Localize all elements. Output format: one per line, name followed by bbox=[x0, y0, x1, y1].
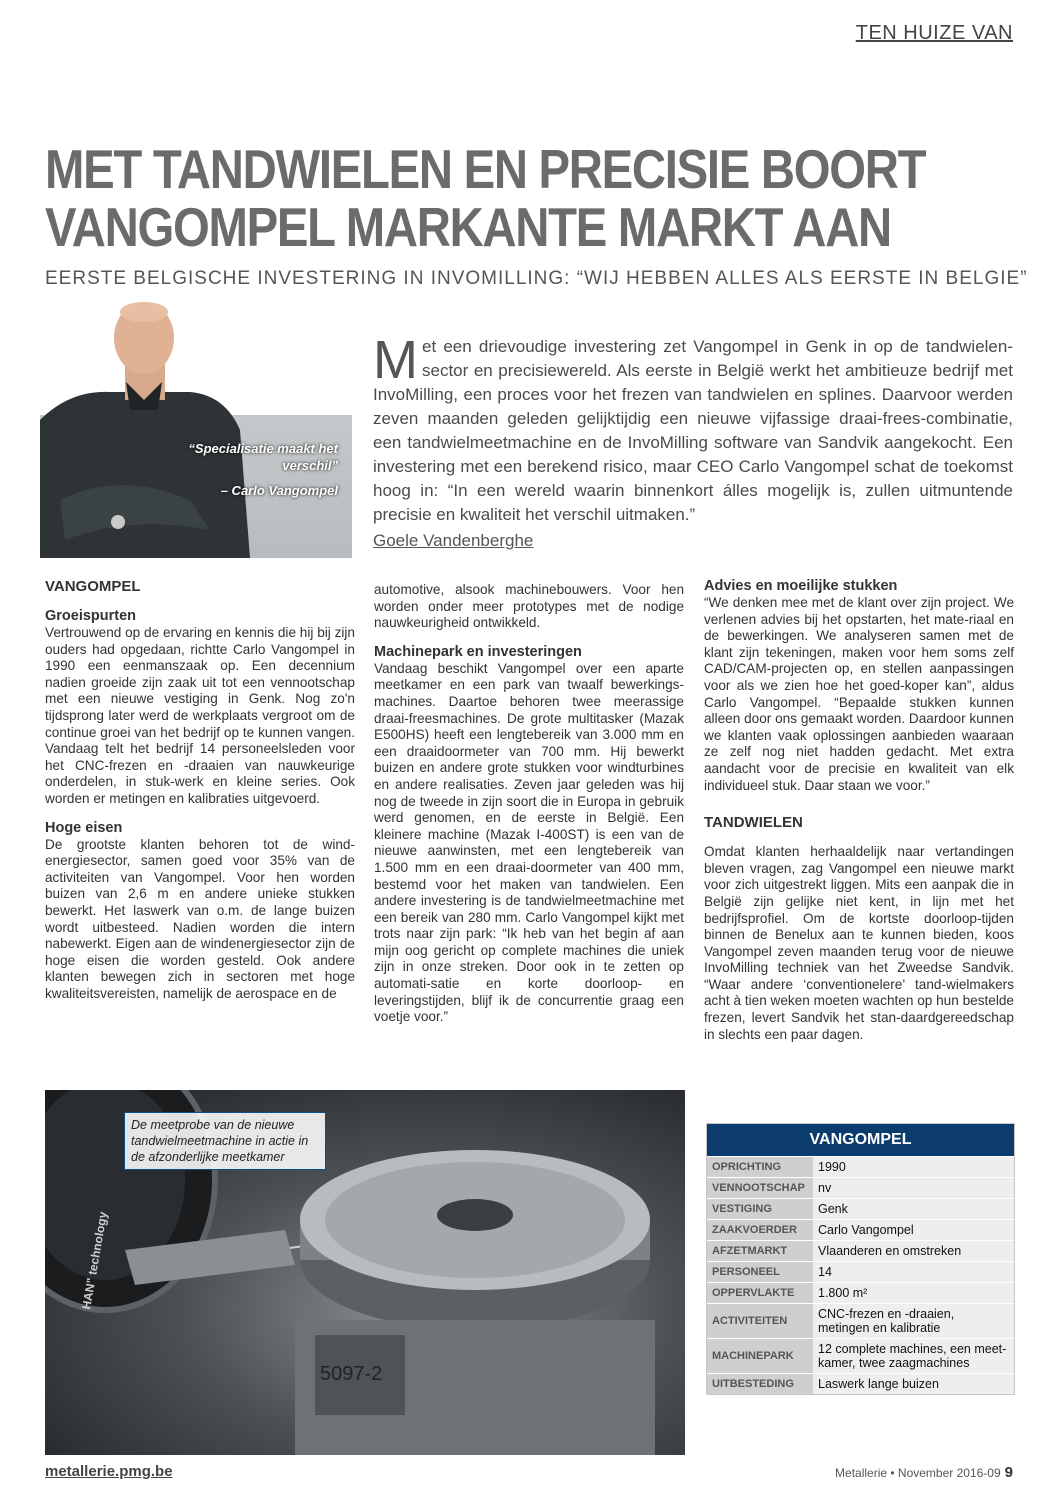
factsheet-label: UITBESTEDING bbox=[707, 1374, 813, 1395]
subheading: Groeispurten bbox=[45, 608, 137, 624]
factsheet-label: OPPERVLAKTE bbox=[707, 1283, 813, 1304]
article-subtitle: EERSTE BELGISCHE INVESTERING IN INVOMILLING: “WIJ HEBBEN ALLES ALS EERSTE IN BELGIE” bbox=[45, 268, 1028, 289]
factsheet-label: ZAAKVOERDER bbox=[707, 1220, 813, 1241]
body-paragraph: De grootste klanten behoren tot de wind-energiesector, samen goed voor 35% van de activiteiten van Vangompel. Voor hen worden buizen van 2,6 m en andere unieke stukken bewerkt. Het laswerk van o.m. de lange buizen wordt uitbesteed. Nadien worden die intern nabewerkt. Eigen aan de windenergiesector zijn de hoge eisen die worden gesteld. Ook andere klanten bewegen zich in sectoren met hoge kwaliteitsvereisten, namelijk de aerospace en de bbox=[45, 836, 355, 1001]
company-factsheet bbox=[706, 1123, 1015, 1395]
factsheet-label: ACTIVITEITEN bbox=[707, 1304, 813, 1339]
factsheet-value: CNC-frezen en -draaien, metingen en kalibratie bbox=[813, 1304, 1014, 1339]
body-paragraph: “We denken mee met de klant over zijn project. We verlenen advies bij het opstarten, het mate-riaal en de bewerkingen. We analyseren samen met de klant zijn tekeningen, maken voor hem soms zelf CAD/CAM-projecten op, en stellen aanpassingen voor als we zien hoe het goed-koper kan”, aldus Carlo Vangompel. “Bepaalde stukken kunnen alleen door ons gemaakt worden. Daardoor kunnen we klanten vaak oplossingen aanbieden waaraan ze zelf nog niet hadden gedacht. Met extra aandacht voor de precisie en kwaliteit van elk individueel stuk. Daar staan we voor.” bbox=[704, 595, 1014, 793]
body-paragraph: Omdat klanten herhaaldelijk naar vertandingen bleven vragen, zag Vangompel een nieuwe markt voor zich uitgestrekt liggen. Mits een aanpak die in België zijn gelijke niet kent, in lijn met het bedrijfsprofiel. Om de kortste doorloop-tijden binnen de Benelux aan te kunnen bieden, koos Vangompel zeven maanden terug voor de nieuwe InvoMilling techniek van het Zweedse Sandvik. “Waar andere ‘conventionelere’ tand-wielmakers acht à tien weken moeten wachten op hun bestelde frezen, levert Sandvik het stan-daardgereedschap in slechts een paar dagen. bbox=[704, 844, 1014, 1042]
intro-text: et een drievoudige investering zet Vangompel in Genk in op de tandwielen-sector en precisiewereld. Als eerste in België werkt het ambitieuze bedrijf met InvoMilling, een proces voor het frezen van tandwielen en splines. Daarvoor werden zeven maanden geleden gelijktijdig een nieuwe vijfassige draai-frees-combinatie, een tandwielmeetmachine en de InvoMilling software van Sandvik aangekocht. Een investering met een berekend risico, maar CEO Carlo Vangompel schat de toekomst hoog in: “In een wereld waarin binnenkort álles mogelijk is, zullen uitmuntende precisie en kwaliteit het verschil uitmaken.” bbox=[373, 337, 1013, 524]
factsheet-row bbox=[707, 1178, 1014, 1199]
factsheet-row bbox=[707, 1157, 1014, 1178]
section-label: TEN HUIZE VAN bbox=[855, 22, 1013, 44]
body-column-2 bbox=[374, 582, 684, 1026]
factsheet-row bbox=[707, 1241, 1014, 1262]
article-title bbox=[45, 138, 926, 258]
factsheet-value: nv bbox=[813, 1178, 1014, 1199]
factsheet-value: 1990 bbox=[813, 1157, 1014, 1178]
part-marking: 5097-2 bbox=[320, 1363, 383, 1385]
footer-issue bbox=[835, 1464, 1013, 1481]
factsheet-label: VESTIGING bbox=[707, 1199, 813, 1220]
body-paragraph: Vertrouwend op de ervaring en kennis die hij bij zijn ouders had opgedaan, richtte Carlo Vangompel in 1990 een eenmanszaak op. Een decennium nadien groeide zijn zaak uit tot een vennootschap met een nieuwe vestiging in Genk. Nog zo'n tijdsprong later werd de werkplaats vergroot om de continue groei van het bedrijf op te kunnen vangen. Vandaag telt het bedrijf 14 personeelsleden voor het CNC-frezen en -draaien van nauwkeurige onderdelen, in stuk-werk en kleine series. Ook worden er metingen en kalibraties uitgevoerd. bbox=[45, 625, 355, 806]
author-byline: Goele Vandenberghe bbox=[373, 531, 534, 550]
subheading: Advies en moeilijke stukken bbox=[704, 578, 898, 594]
pull-quote bbox=[188, 440, 338, 499]
factsheet-value: Genk bbox=[813, 1199, 1014, 1220]
factsheet-label: AFZETMARKT bbox=[707, 1241, 813, 1262]
body-column-3 bbox=[704, 578, 1014, 1043]
factsheet-row bbox=[707, 1339, 1014, 1374]
issue-label: Metallerie • November 2016-09 bbox=[835, 1466, 1001, 1480]
section-heading: VANGOMPEL bbox=[45, 578, 141, 595]
subheading: Machinepark en investeringen bbox=[374, 643, 582, 660]
photo-caption: De meetprobe van de nieuwe tandwielmeetmachine in actie in de afzonderlijke meetkamer bbox=[124, 1112, 326, 1170]
portrait-photo bbox=[40, 300, 352, 558]
factsheet-label: MACHINEPARK bbox=[707, 1339, 813, 1374]
title-line-2: VANGOMPEL MARKANTE MARKT AAN bbox=[45, 196, 891, 258]
factsheet-label: OPRICHTING bbox=[707, 1157, 813, 1178]
section-heading: TANDWIELEN bbox=[704, 814, 803, 832]
body-column-1 bbox=[45, 578, 355, 1002]
factsheet-table bbox=[707, 1156, 1014, 1394]
intro-paragraph bbox=[373, 330, 1013, 527]
probe-label: HAN" technology bbox=[79, 1210, 111, 1311]
subheading: Hoge eisen bbox=[45, 819, 123, 836]
factsheet-value: 14 bbox=[813, 1262, 1014, 1283]
body-paragraph: automotive, alsook machinebouwers. Voor hen worden onder meer prototypes met de nodige nauwkeurigheid ontwikkeld. bbox=[374, 582, 684, 631]
factsheet-label: VENNOOTSCHAP bbox=[707, 1178, 813, 1199]
pull-quote-author: – Carlo Vangompel bbox=[220, 483, 338, 498]
factsheet-row bbox=[707, 1374, 1014, 1395]
factsheet-row bbox=[707, 1199, 1014, 1220]
footer-website-link[interactable]: metallerie.pmg.be bbox=[45, 1463, 173, 1480]
factsheet-value: 1.800 m² bbox=[813, 1283, 1014, 1304]
factsheet-row bbox=[707, 1262, 1014, 1283]
pull-quote-text: “Specialisatie maakt het verschil” bbox=[188, 441, 338, 473]
drop-cap: M bbox=[373, 330, 418, 390]
portrait-illustration bbox=[40, 300, 352, 558]
body-paragraph: Vandaag beschikt Vangompel over een aparte meetkamer en een park van twaalf bewerkings-machines. Daartoe behoren twee meerassige draai-freesmachines. De grote multitasker (Mazak E500HS) heeft een lengtebereik van 3.000 mm en een draaidoormeter van 700 mm. Hij bewerkt buizen en andere grote stukken voor windturbines en andere realisaties. Zeven jaar geleden was hij nog de tweede in zijn soort die in Europa in gebruik werd genomen, en de eerste in België. Een kleinere machine (Mazak I-400ST) is een van de nieuwe aanwinsten, met een lengtebereik van 1.500 mm en een draai-doormeter van 400 mm, bestemd voor het maken van tandwielen. Een andere investering is de tandwielmeetmachine met een bereik van 280 mm. Carlo Vangompel kijkt met trots naar zijn park: “Ik heb van het begin af aan mijn oog gericht op complete machines die uniek zijn in onze streken. Door ook in te zetten op automati-satie en korte doorloop- en leveringstijden, blijf ik de concurrentie graag een voetje voor.” bbox=[374, 660, 684, 1025]
factsheet-row bbox=[707, 1304, 1014, 1339]
factsheet-value: Laswerk lange buizen bbox=[813, 1374, 1014, 1395]
title-line-1: MET TANDWIELEN EN PRECISIE BOORT bbox=[45, 138, 926, 200]
factsheet-row bbox=[707, 1220, 1014, 1241]
factsheet-label: PERSONEEL bbox=[707, 1262, 813, 1283]
factsheet-row bbox=[707, 1283, 1014, 1304]
factsheet-value: 12 complete machines, een meet-kamer, twee zaagmachines bbox=[813, 1339, 1014, 1374]
factsheet-value: Carlo Vangompel bbox=[813, 1220, 1014, 1241]
factsheet-value: Vlaanderen en omstreken bbox=[813, 1241, 1014, 1262]
factsheet-title: VANGOMPEL bbox=[707, 1124, 1014, 1156]
page-number: 9 bbox=[1004, 1464, 1013, 1481]
